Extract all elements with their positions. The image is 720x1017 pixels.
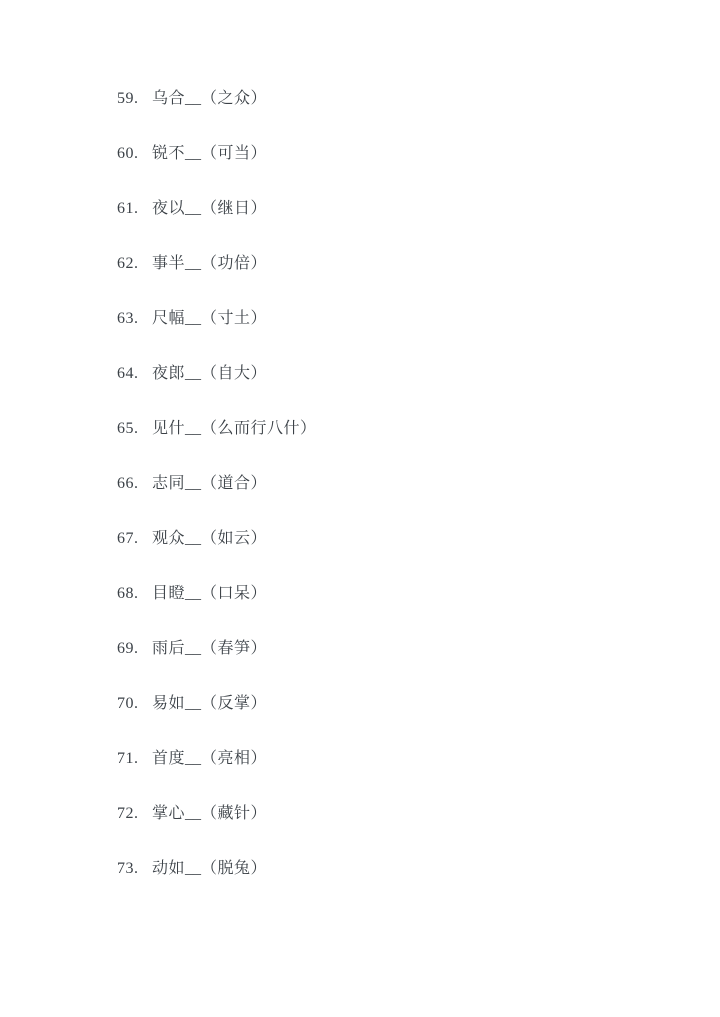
item-phrase-start: 雨后 xyxy=(152,640,186,657)
fill-in-blank: __ xyxy=(185,585,202,602)
item-number: 67. xyxy=(117,530,139,547)
fill-in-blank: __ xyxy=(185,90,202,107)
item-phrase-hint: （可当） xyxy=(201,145,268,162)
idiom-list xyxy=(117,90,317,915)
item-phrase-start: 尺幅 xyxy=(152,310,186,327)
item-number: 65. xyxy=(117,420,139,437)
list-item xyxy=(117,365,317,381)
item-phrase-hint: （反掌） xyxy=(201,695,268,712)
fill-in-blank: __ xyxy=(185,805,202,822)
item-phrase-start: 事半 xyxy=(152,255,186,272)
item-phrase-start: 夜郎 xyxy=(152,365,186,382)
fill-in-blank: __ xyxy=(185,530,202,547)
list-item xyxy=(117,475,317,491)
item-phrase-hint: （么而行八什） xyxy=(201,420,317,437)
list-item xyxy=(117,255,317,271)
list-item xyxy=(117,640,317,656)
item-phrase-hint: （口呆） xyxy=(201,585,268,602)
item-number: 72. xyxy=(117,805,139,822)
item-phrase-hint: （功倍） xyxy=(201,255,268,272)
item-number: 61. xyxy=(117,200,139,217)
item-phrase-hint: （继日） xyxy=(201,200,268,217)
item-phrase-start: 易如 xyxy=(152,695,186,712)
item-number: 62. xyxy=(117,255,139,272)
item-phrase-start: 观众 xyxy=(152,530,186,547)
fill-in-blank: __ xyxy=(185,145,202,162)
item-phrase-start: 锐不 xyxy=(152,145,186,162)
list-item xyxy=(117,145,317,161)
item-number: 64. xyxy=(117,365,139,382)
fill-in-blank: __ xyxy=(185,365,202,382)
item-number: 66. xyxy=(117,475,139,492)
item-phrase-start: 夜以 xyxy=(152,200,186,217)
item-number: 59. xyxy=(117,90,139,107)
list-item xyxy=(117,695,317,711)
item-phrase-hint: （春笋） xyxy=(201,640,268,657)
list-item xyxy=(117,310,317,326)
item-phrase-start: 目瞪 xyxy=(152,585,186,602)
list-item xyxy=(117,420,317,436)
item-phrase-hint: （道合） xyxy=(201,475,268,492)
item-number: 69. xyxy=(117,640,139,657)
item-number: 60. xyxy=(117,145,139,162)
list-item xyxy=(117,860,317,876)
list-item xyxy=(117,530,317,546)
item-phrase-start: 见什 xyxy=(152,420,186,437)
list-item xyxy=(117,90,317,106)
fill-in-blank: __ xyxy=(185,420,202,437)
fill-in-blank: __ xyxy=(185,860,202,877)
fill-in-blank: __ xyxy=(185,310,202,327)
fill-in-blank: __ xyxy=(185,640,202,657)
item-phrase-start: 动如 xyxy=(152,860,186,877)
item-number: 71. xyxy=(117,750,139,767)
item-phrase-start: 乌合 xyxy=(152,90,186,107)
fill-in-blank: __ xyxy=(185,475,202,492)
list-item xyxy=(117,805,317,821)
item-phrase-hint: （之众） xyxy=(201,90,268,107)
fill-in-blank: __ xyxy=(185,695,202,712)
item-phrase-hint: （脱兔） xyxy=(201,860,268,877)
item-phrase-hint: （亮相） xyxy=(201,750,268,767)
list-item xyxy=(117,200,317,216)
item-number: 63. xyxy=(117,310,139,327)
item-phrase-start: 掌心 xyxy=(152,805,186,822)
item-phrase-hint: （如云） xyxy=(201,530,268,547)
item-phrase-hint: （自大） xyxy=(201,365,268,382)
item-number: 70. xyxy=(117,695,139,712)
item-number: 68. xyxy=(117,585,139,602)
item-phrase-hint: （寸土） xyxy=(201,310,268,327)
fill-in-blank: __ xyxy=(185,255,202,272)
list-item xyxy=(117,750,317,766)
item-number: 73. xyxy=(117,860,139,877)
item-phrase-start: 首度 xyxy=(152,750,186,767)
item-phrase-start: 志同 xyxy=(152,475,186,492)
fill-in-blank: __ xyxy=(185,750,202,767)
fill-in-blank: __ xyxy=(185,200,202,217)
list-item xyxy=(117,585,317,601)
item-phrase-hint: （藏针） xyxy=(201,805,268,822)
